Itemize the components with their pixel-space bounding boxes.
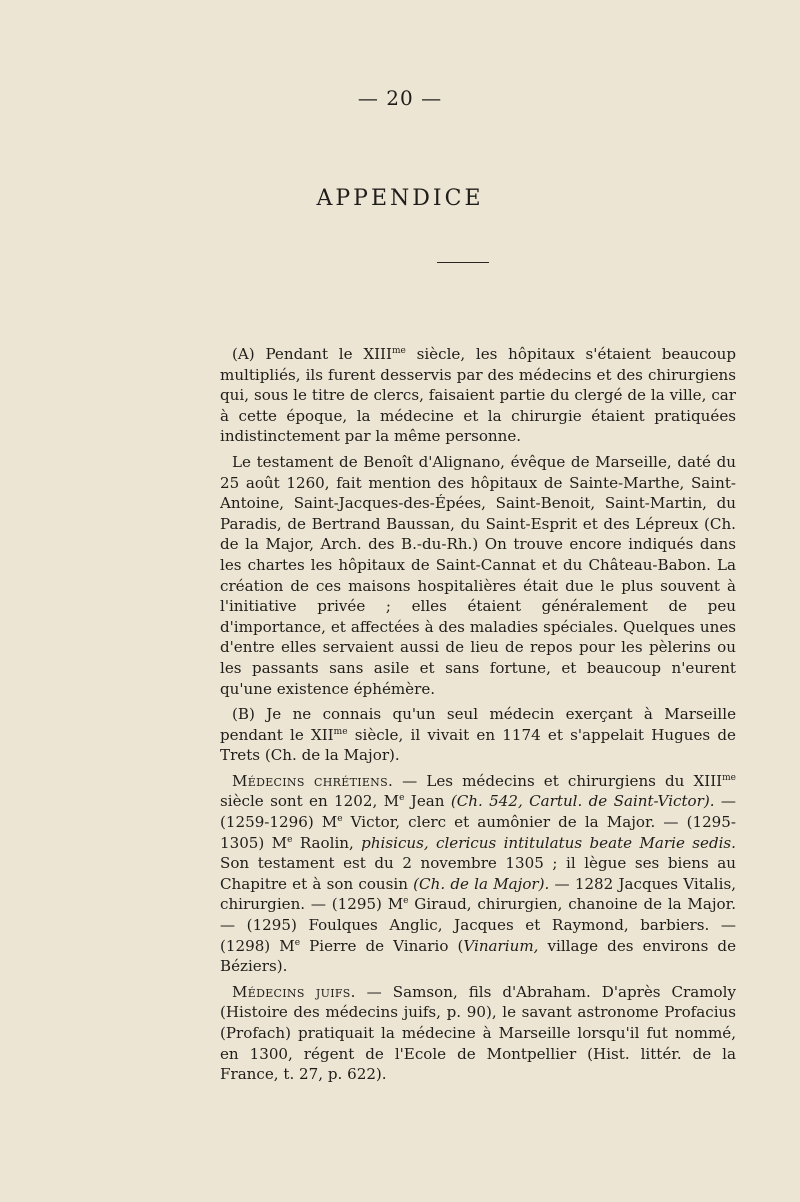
page-number: — 20 — xyxy=(357,86,443,110)
citation: (Ch. de la Major). xyxy=(413,874,550,893)
text-run: — Les médecins et chirurgiens du XIII xyxy=(393,771,723,790)
text-run: Giraud, chirurgien, chanoine de la Major. — (1295) Foulques Anglic, Jacques et Raymond, barbiers. — (1298) M xyxy=(220,895,736,955)
superscript: me xyxy=(391,346,406,356)
superscript: me xyxy=(722,772,736,783)
text-run: — (1259-1296) M xyxy=(220,792,736,832)
section-label: Médecins chrétiens. xyxy=(232,771,394,790)
text-run: siècle sont en 1202, M xyxy=(220,792,400,811)
paragraph-b-text: siècle, il vivait en 1174 et s'appelait Hugues de Trets (Ch. de la Major). xyxy=(220,725,736,765)
latin-quote: phisicus, clericus intitulatus beate Marie sedis. xyxy=(361,833,736,852)
text-run: Raolin, xyxy=(292,833,362,852)
text-run: Jean xyxy=(404,792,451,811)
citation: (Ch. 542, Cartul. de Saint-Victor). xyxy=(450,792,715,811)
text-run: — 1282 Jacques Vitalis, chirurgien. — (1295) M xyxy=(220,874,736,914)
paragraph-a-start: (A) Pendant le XIII xyxy=(232,345,392,363)
text-run: Victor, clerc et aumônier de la Major. — (1295-1305) M xyxy=(220,813,736,852)
title-rule xyxy=(437,262,489,263)
superscript: e xyxy=(287,834,293,845)
paragraph-a xyxy=(220,344,736,447)
paragraph-testament: Le testament de Benoît d'Alignano, évêque de Marseille, daté du 25 août 1260, fait mention des hôpitaux de Sainte-Marthe, Saint-Antoine, Saint-Jacques-des-Épées, Saint-Benoit, Saint-Martin, du Paradis, de Bertrand Baussan, du Saint-Esprit et des Lépreux (Ch. de la Major, Arch. des B.-du-Rh.) On trouve encore indiqués dans les chartes les hôpitaux de Saint-Cannat et du Château-Babon. La création de ces maisons hospitalières était due le plus souvent à l'initiative privée ; elles étaient généralement de peu d'importance, et affectées à des maladies spéciales. Quelques unes d'entre elles servaient aussi de lieu de repos pour les pèlerins ou les passants sans asile et sans fortune, et beaucoup n'eurent qu'une existence éphémère. xyxy=(220,452,736,698)
superscript: e xyxy=(294,937,301,948)
superscript: me xyxy=(333,726,348,737)
paragraph-medecins-chretiens xyxy=(220,771,736,977)
superscript: e xyxy=(337,814,343,825)
text-run: village des environs de Béziers). xyxy=(220,936,736,976)
page-title: APPENDICE xyxy=(316,186,484,211)
appendix-body xyxy=(220,344,736,1085)
text-run: Pierre de Vinario ( xyxy=(300,936,464,955)
superscript: e xyxy=(399,793,405,804)
paragraph-medecins-juifs xyxy=(220,982,736,1085)
paragraph-b xyxy=(220,704,736,766)
section-label: Médecins juifs. xyxy=(232,982,356,1001)
text-run: — Samson, fils d'Abraham. D'après Cramoly (Histoire des médecins juifs, p. 90), le savant astronome Profacius (Profach) pratiquait la médecine à Marseille lorsqu'il fut nommé, en 1300, régent de l'Ecole de Montpellier (Hist. littér. de la France, t. 27, p. 622). xyxy=(220,982,737,1084)
paragraph-b-start: (B) Je ne connais qu'un seul médecin exerçant à Marseille pendant le XII xyxy=(220,705,736,744)
latin-place-name: Vinarium, xyxy=(463,936,539,955)
paragraph-a-text: siècle, les hôpitaux s'étaient beaucoup multipliés, ils furent desservis par des médecins et des chirurgiens qui, sous le titre de clercs, faisaient partie du clergé de la ville, car à cette époque, la médecine et la chirurgie étaient pratiquées indistinctement par la même personne. xyxy=(220,345,736,446)
superscript: e xyxy=(403,896,409,907)
text-run: Son testament est du 2 novembre 1305 ; il lègue ses biens au Chapitre et à son cousin xyxy=(220,854,736,893)
